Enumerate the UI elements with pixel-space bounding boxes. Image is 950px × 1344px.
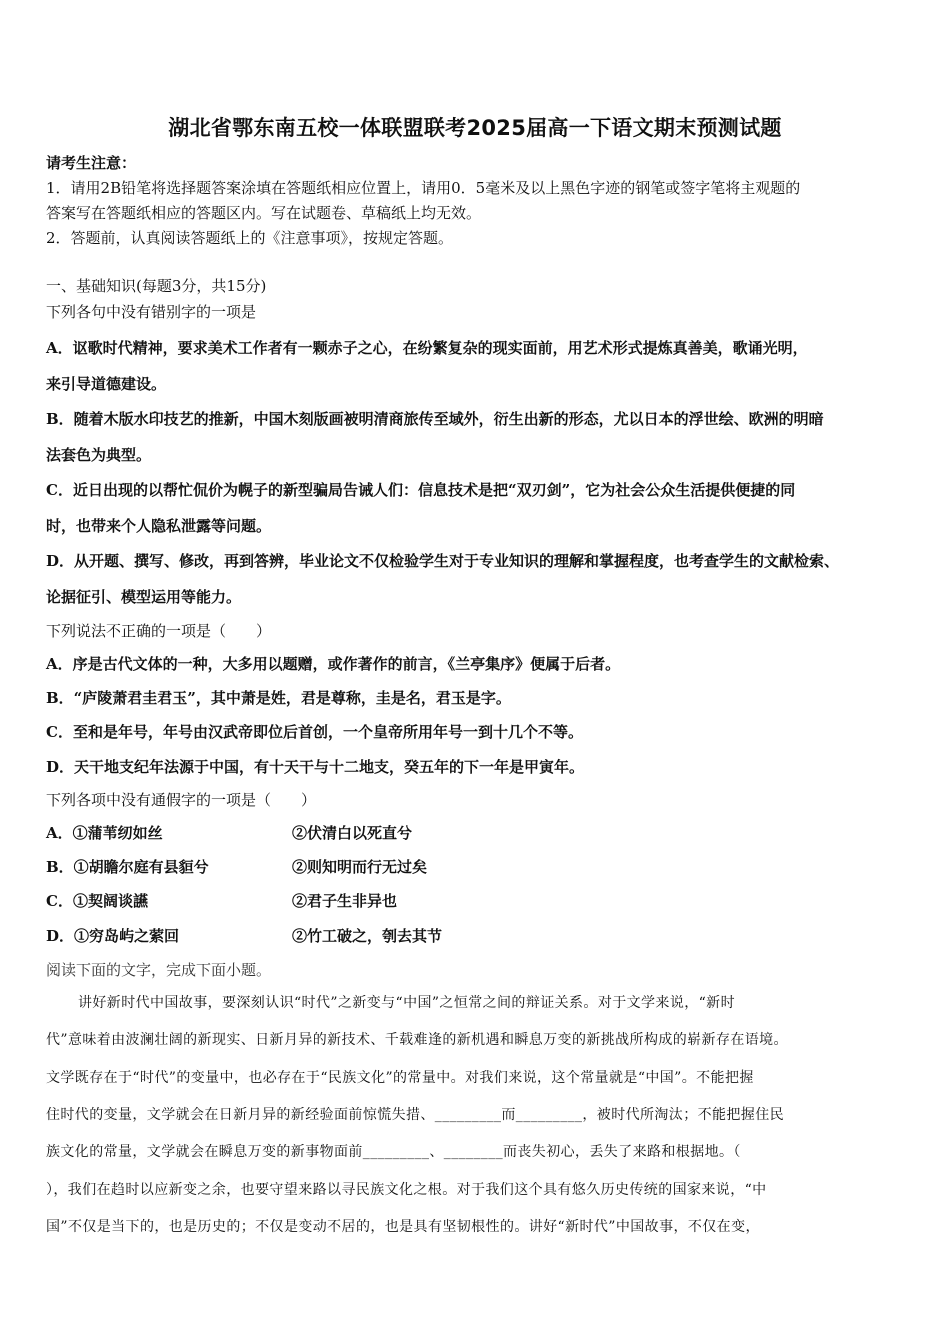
passage-line: 族文化的常量，文学就会在瞬息万变的新事物面前_________、________而丧失初心，丢失了来路和根据地。（ (46, 1144, 741, 1160)
option-d-right: ②竹工破之，刳去其节 (292, 927, 443, 945)
question-stem: 下列各句中没有错别字的一项是 (46, 303, 257, 321)
question-stem: 下列各项中没有通假字的一项是（ ） (46, 791, 317, 809)
option-b-left: B．①胡瞻尔庭有县貆兮 (46, 858, 209, 876)
option-b-cont: 法套色为典型。 (46, 446, 152, 464)
passage-line: 国”不仅是当下的，也是历史的；不仅是变动不居的，也是具有坚韧根性的。讲好“新时代”中国故事，不仅在变， (46, 1219, 760, 1235)
page-title: 湖北省鄂东南五校一体联盟联考2025届高一下语文期末预测试题 (168, 116, 782, 140)
passage-line: 住时代的变量，文学就会在日新月异的新经验面前惊慌失措、_________而_________，被时代所淘汰；不能把握住民 (46, 1107, 784, 1123)
option-a: A．序是古代文体的一种，大多用以题赠，或作著作的前言，《兰亭集序》便属于后者。 (46, 655, 621, 673)
passage-line: 代”意味着由波澜壮阔的新现实、日新月异的新技术、千载难逢的新机遇和瞬息万变的新挑战所构成的崭新存在语境。 (46, 1032, 788, 1048)
passage-line: ），我们在趋时以应新变之余，也要守望来路以寻民族文化之根。对于我们这个具有悠久历史传统的国家来说，“中 (46, 1182, 767, 1198)
option-a-right: ②伏清白以死直兮 (292, 824, 413, 842)
notice-header: 请考生注意： (46, 154, 137, 172)
option-c: C．近日出现的以帮忙侃价为幌子的新型骗局告诫人们：信息技术是把“双刃剑”，它为社会公众生活提供便捷的同 (46, 481, 796, 499)
reading-intro: 阅读下面的文字，完成下面小题。 (46, 961, 272, 979)
option-c-left: C．①契阔谈讌 (46, 892, 148, 910)
section-heading: 一、基础知识(每题3分，共15分) (46, 277, 267, 295)
option-d-left: D．①穷岛屿之萦回 (46, 927, 180, 945)
option-c-right: ②君子生非异也 (292, 892, 398, 910)
option-d-cont: 论据征引、模型运用等能力。 (46, 588, 242, 606)
option-a-left: A．①蒲苇纫如丝 (46, 824, 163, 842)
passage-line: 讲好新时代中国故事，要深刻认识“时代”之新变与“中国”之恒常之间的辩证关系。对于文学来说，“新时 (78, 995, 735, 1011)
option-b: B．“庐陵萧君圭君玉”，其中萧是姓，君是尊称，圭是名，君玉是字。 (46, 689, 511, 707)
passage-line: 文学既存在于“时代”的变量中，也必存在于“民族文化”的常量中。对我们来说，这个常量就是“中国”。不能把握 (46, 1070, 754, 1086)
question-stem: 下列说法不正确的一项是（ ） (46, 622, 272, 640)
notice-line: 1．请用2B铅笔将选择题答案涂填在答题纸相应位置上，请用0．5毫米及以上黑色字迹的钢笔或签字笔将主观题的 (46, 179, 801, 197)
option-d: D．天干地支纪年法源于中国，有十天干与十二地支，癸五年的下一年是甲寅年。 (46, 758, 585, 776)
option-b-right: ②则知明而行无过矣 (292, 858, 428, 876)
option-c-cont: 时，也带来个人隐私泄露等问题。 (46, 517, 272, 535)
option-c: C．至和是年号，年号由汉武帝即位后首创，一个皇帝所用年号一到十几个不等。 (46, 723, 583, 741)
option-a-cont: 来引导道德建设。 (46, 375, 167, 393)
notice-line: 2．答题前，认真阅读答题纸上的《注意事项》，按规定答题。 (46, 229, 454, 247)
notice-line: 答案写在答题纸相应的答题区内。写在试题卷、草稿纸上均无效。 (46, 204, 482, 222)
option-a: A．讴歌时代精神，要求美术工作者有一颗赤子之心，在纷繁复杂的现实面前，用艺术形式提炼真善美，歌诵光明， (46, 339, 808, 357)
option-b: B．随着木版水印技艺的推新，中国木刻版画被明清商旅传至域外，衍生出新的形态，尤以日本的浮世绘、欧洲的明暗 (46, 410, 824, 428)
option-d: D．从开题、撰写、修改，再到答辨，毕业论文不仅检验学生对于专业知识的理解和掌握程度，也考查学生的文献检索、 (46, 552, 840, 570)
